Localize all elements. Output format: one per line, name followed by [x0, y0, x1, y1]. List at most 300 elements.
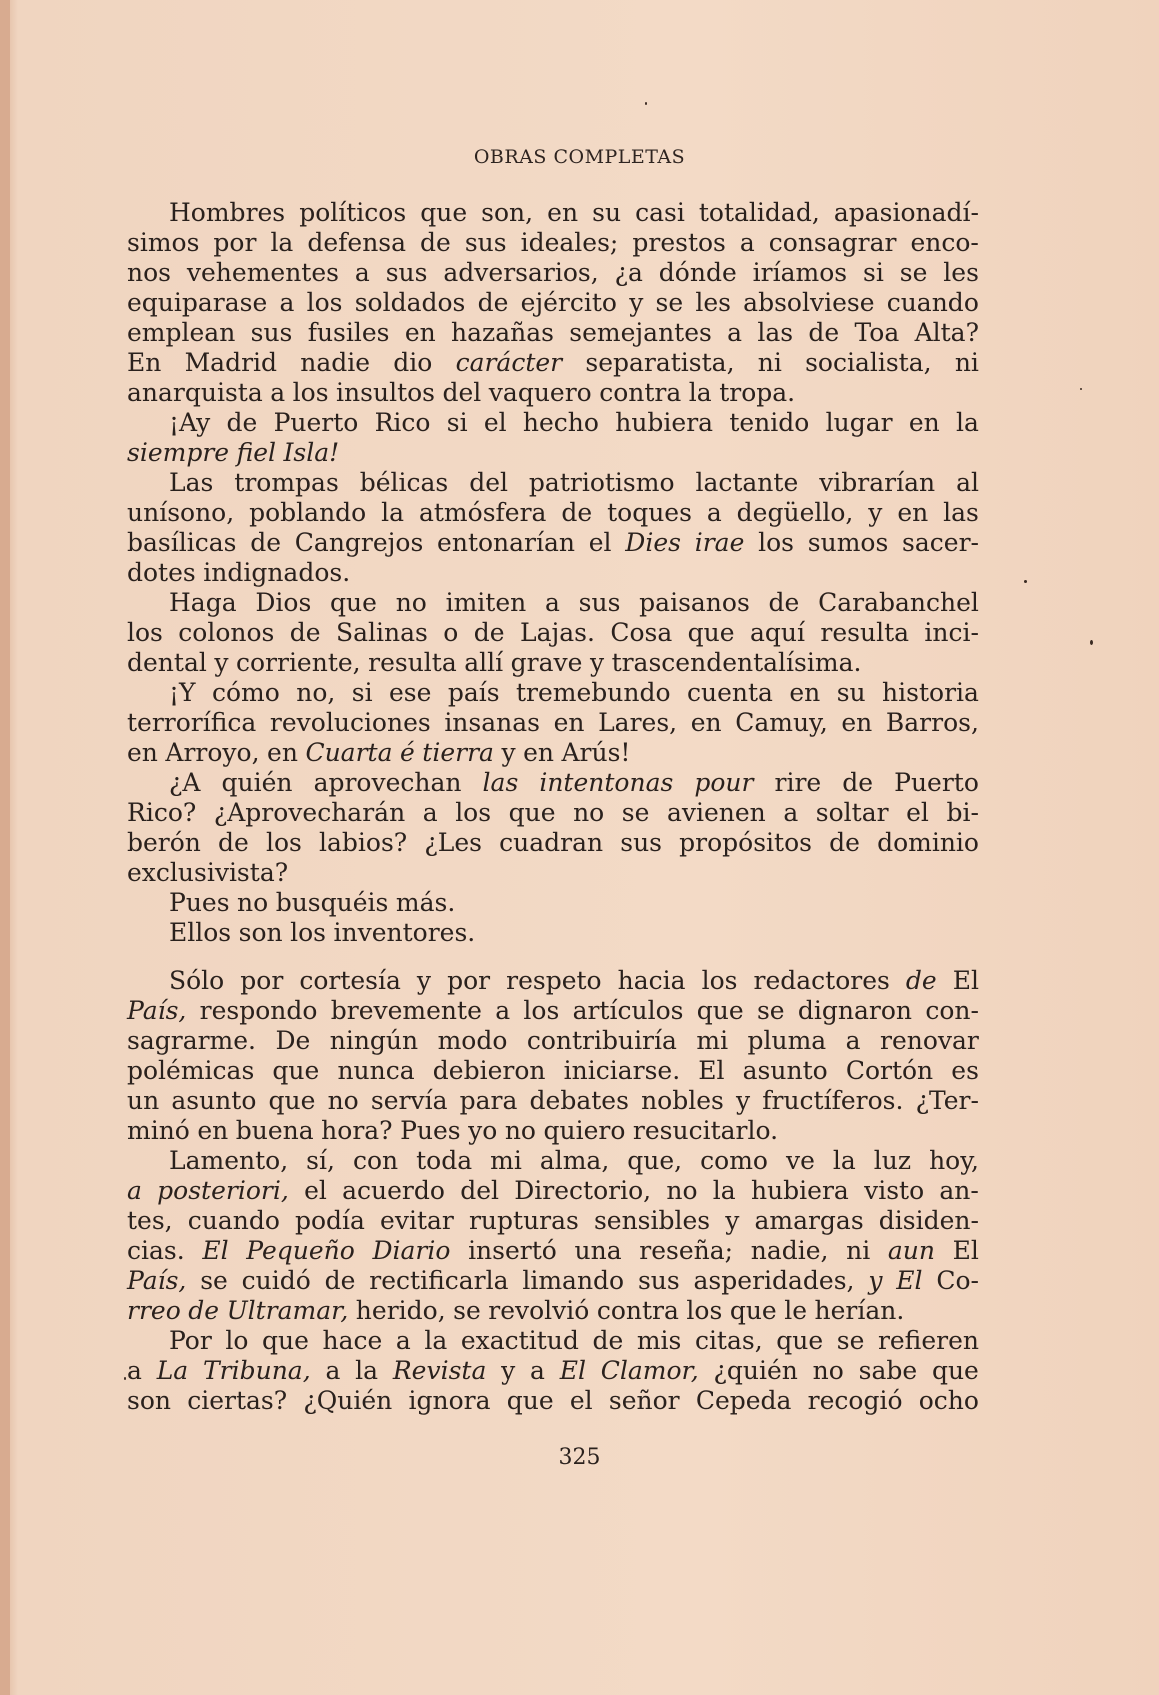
- word: sus: [637, 1266, 680, 1295]
- word: la: [832, 1146, 856, 1175]
- paper-speck: [1080, 388, 1082, 390]
- word: rreo: [127, 1296, 181, 1325]
- text-line: [127, 558, 979, 588]
- text-line: [127, 198, 979, 228]
- word: de: [905, 966, 937, 995]
- word: Ellos: [169, 918, 232, 947]
- word: si: [351, 678, 373, 707]
- word: a: [395, 1326, 411, 1355]
- text-line: [127, 708, 979, 738]
- word: en: [897, 498, 929, 527]
- word: del: [469, 468, 508, 497]
- word: en: [404, 318, 436, 347]
- word: rupturas: [468, 1206, 579, 1235]
- word: de: [218, 828, 249, 857]
- word: ese: [389, 678, 432, 707]
- text-line: [127, 1146, 979, 1176]
- paper-speck: [645, 102, 647, 105]
- word: del: [460, 1176, 499, 1205]
- paper-speck: [124, 1377, 126, 1380]
- word: berón: [127, 828, 201, 857]
- word: En: [127, 348, 162, 377]
- text-line: [127, 798, 979, 828]
- text-line: [127, 1026, 979, 1056]
- word: ideales;: [520, 228, 619, 257]
- word: ningún: [329, 1026, 419, 1055]
- word: se: [756, 996, 785, 1025]
- word: el: [588, 528, 612, 557]
- word: como: [700, 1146, 768, 1175]
- word: más.: [395, 888, 456, 917]
- paper-speck: [1024, 580, 1027, 583]
- text-line: [127, 1356, 979, 1386]
- word: es: [951, 1056, 979, 1085]
- word: sus: [578, 588, 621, 617]
- word: aquí: [749, 618, 805, 647]
- word: en: [523, 738, 554, 767]
- word: El: [202, 1236, 229, 1265]
- word: busquéis: [275, 888, 389, 917]
- word: la: [956, 408, 979, 437]
- word: luz: [873, 1146, 912, 1175]
- word: inci-: [924, 618, 979, 647]
- word: a: [845, 1026, 861, 1055]
- word: de: [289, 618, 321, 647]
- page-number: 325: [558, 1445, 601, 1470]
- word: son: [238, 918, 283, 947]
- word: Pues: [400, 1116, 461, 1145]
- word: tropa.: [719, 378, 796, 407]
- word: Cuarta: [305, 738, 393, 767]
- word: que: [776, 1326, 824, 1355]
- word: Revista: [392, 1356, 487, 1385]
- word: Puerto: [894, 768, 979, 797]
- text-line: [127, 1326, 979, 1356]
- word: enco-: [910, 228, 979, 257]
- word: Dios: [255, 588, 312, 617]
- word: que: [272, 1056, 320, 1085]
- word: o: [443, 618, 459, 647]
- text-line: [127, 1236, 979, 1266]
- text-line: [127, 288, 979, 318]
- text-line: [127, 438, 979, 468]
- word: pour: [694, 768, 754, 797]
- word: de: [561, 498, 593, 527]
- word: Por: [169, 1326, 212, 1355]
- word: su: [592, 198, 622, 227]
- word: hace: [322, 1326, 383, 1355]
- word: hora?: [321, 1116, 393, 1145]
- word: Sólo: [169, 966, 225, 995]
- word: el: [569, 1386, 593, 1415]
- word: aprovechan: [313, 768, 462, 797]
- word: allí: [464, 648, 504, 677]
- word: asperidades,: [693, 1266, 855, 1295]
- text-line: [127, 618, 979, 648]
- word: indignados.: [203, 558, 351, 587]
- word: historia: [882, 678, 979, 707]
- paper-speck: [1090, 640, 1093, 645]
- word: Lajas.: [519, 618, 595, 647]
- word: Pequeño: [246, 1236, 355, 1265]
- word: a: [279, 288, 295, 317]
- word: se: [200, 1266, 228, 1295]
- word: simos: [127, 228, 200, 257]
- word: y: [629, 288, 644, 317]
- word: cuando: [886, 288, 979, 317]
- word: con-: [925, 996, 979, 1025]
- word: ¿Les: [424, 828, 482, 857]
- word: ni: [954, 348, 979, 377]
- word: los: [758, 528, 795, 557]
- word: si: [863, 258, 884, 287]
- word: ¡Ay: [169, 408, 211, 437]
- word: ejército: [520, 288, 617, 317]
- word: defensa: [307, 228, 407, 257]
- word: propósitos: [679, 828, 812, 857]
- word: degüello,: [736, 498, 854, 527]
- word: contra: [596, 1296, 679, 1325]
- word: atmósfera: [418, 498, 547, 527]
- word: Carabanchel: [818, 588, 979, 617]
- word: Isla!: [283, 438, 340, 467]
- word: servía: [370, 1086, 448, 1115]
- word: Toa: [854, 318, 900, 347]
- text-line: [127, 1386, 979, 1416]
- word: con: [352, 1146, 399, 1175]
- word: aun: [887, 1236, 936, 1265]
- word: Pues: [169, 888, 230, 917]
- word: sagrarme.: [127, 1026, 256, 1055]
- word: ignora: [408, 1386, 491, 1415]
- word: rire: [774, 768, 822, 797]
- word: dominio: [877, 828, 979, 857]
- word: fructíferos.: [762, 1086, 904, 1115]
- text-line: [127, 258, 979, 288]
- word: ve: [785, 1146, 815, 1175]
- word: trompas: [234, 468, 339, 497]
- text-line: [127, 738, 979, 768]
- word: hoy,: [929, 1146, 979, 1175]
- word: los: [686, 1296, 723, 1325]
- word: a: [739, 228, 755, 257]
- word: cortesía: [299, 966, 401, 995]
- word: adversarios,: [443, 258, 599, 287]
- word: intentonas: [539, 768, 674, 797]
- word: de: [592, 1326, 624, 1355]
- word: por: [447, 966, 491, 995]
- word: se: [836, 1326, 865, 1355]
- word: respeto: [506, 966, 602, 995]
- word: en: [553, 708, 585, 737]
- word: refieren: [877, 1326, 979, 1355]
- word: el: [906, 798, 929, 827]
- word: ¿A: [169, 768, 201, 797]
- word: iríamos: [752, 258, 848, 287]
- word: Cosa: [610, 618, 673, 647]
- word: totalidad,: [698, 198, 820, 227]
- word: soldados: [354, 288, 466, 317]
- running-head: OBRAS COMPLETAS: [473, 146, 686, 168]
- word: minó: [127, 1116, 190, 1145]
- word: la: [270, 228, 294, 257]
- word: El: [952, 1236, 979, 1265]
- word: quiero: [543, 1116, 626, 1145]
- word: Camuy,: [735, 708, 828, 737]
- text-line: [127, 1056, 979, 1086]
- text-line: [127, 648, 979, 678]
- word: resulta: [820, 618, 910, 647]
- word: disiden-: [878, 1206, 979, 1235]
- word: y: [868, 498, 883, 527]
- word: los: [290, 918, 326, 947]
- word: el: [304, 1176, 327, 1205]
- word: insultos: [336, 378, 435, 407]
- text-line: [127, 348, 979, 378]
- word: que: [506, 1386, 554, 1415]
- word: de: [808, 318, 840, 347]
- text-line: [127, 996, 979, 1026]
- word: podía: [294, 1206, 365, 1235]
- word: para: [459, 1086, 518, 1115]
- word: colonos: [178, 618, 275, 647]
- word: imiten: [445, 588, 527, 617]
- word: equiparase: [127, 288, 268, 317]
- word: no: [327, 1086, 359, 1115]
- word: yo: [468, 1116, 498, 1145]
- word: exclusivista?: [127, 858, 289, 887]
- word: hecho: [522, 408, 599, 437]
- word: en: [789, 678, 821, 707]
- word: que: [931, 1356, 979, 1385]
- text-line: [127, 1206, 979, 1236]
- word: a: [495, 996, 511, 1025]
- word: inventores.: [333, 918, 476, 947]
- text-line: [127, 918, 979, 948]
- word: en: [690, 708, 722, 737]
- word: el: [483, 408, 507, 437]
- word: de: [250, 528, 282, 557]
- word: lactante: [695, 468, 799, 497]
- word: Haga: [169, 588, 237, 617]
- text-line: [127, 828, 979, 858]
- word: ni: [757, 348, 782, 377]
- word: revolvió: [488, 1296, 590, 1325]
- word: no,: [296, 678, 336, 707]
- word: De: [275, 1026, 311, 1055]
- word: ciertas?: [187, 1386, 288, 1415]
- word: de: [768, 588, 800, 617]
- word: vibrarían: [819, 468, 936, 497]
- word: lo: [225, 1326, 249, 1355]
- word: y: [416, 966, 432, 995]
- word: sabe: [858, 1356, 918, 1385]
- text-line: [127, 1086, 979, 1116]
- word: sí,: [306, 1146, 335, 1175]
- word: carácter: [455, 348, 563, 377]
- word: lugar: [825, 408, 893, 437]
- word: cuadran: [499, 828, 604, 857]
- word: La: [156, 1356, 189, 1385]
- word: y: [589, 648, 605, 677]
- word: los: [127, 618, 163, 647]
- word: redactores: [753, 966, 890, 995]
- text-line: [127, 858, 979, 888]
- word: Co-: [936, 1266, 979, 1295]
- word: patriotismo: [528, 468, 675, 497]
- word: País,: [127, 996, 187, 1025]
- word: que: [508, 798, 556, 827]
- word: separatista,: [585, 348, 735, 377]
- word: Puerto: [273, 408, 359, 437]
- word: la: [688, 378, 712, 407]
- word: un: [127, 1086, 160, 1115]
- word: los: [523, 996, 560, 1025]
- word: cuando: [187, 1206, 280, 1235]
- word: las: [943, 498, 979, 527]
- word: debieron: [432, 1056, 546, 1085]
- word: resulta: [368, 648, 457, 677]
- word: Lamento,: [169, 1146, 289, 1175]
- word: Rico?: [127, 798, 197, 827]
- word: buena: [235, 1116, 314, 1145]
- text-line: [127, 408, 979, 438]
- word: herían.: [814, 1296, 905, 1325]
- word: ¿quién: [713, 1356, 798, 1385]
- word: Ultramar,: [226, 1296, 349, 1325]
- word: modo: [437, 1026, 508, 1055]
- word: y: [501, 738, 516, 767]
- word: artículos: [572, 996, 684, 1025]
- word: les: [943, 258, 979, 287]
- word: exactitud: [460, 1326, 579, 1355]
- word: si: [446, 408, 468, 437]
- word: irae: [694, 528, 745, 557]
- word: ¿Aprovecharán: [213, 798, 406, 827]
- text-line: [127, 1266, 979, 1296]
- word: visto: [864, 1176, 925, 1205]
- word: contra: [599, 378, 682, 407]
- word: país: [447, 678, 500, 707]
- word: nos: [127, 258, 171, 287]
- word: y: [501, 1356, 516, 1385]
- word: Rico: [374, 408, 431, 437]
- word: insanas: [444, 708, 540, 737]
- word: reseña;: [639, 1236, 734, 1265]
- word: las: [757, 318, 794, 347]
- text-line: [127, 1116, 979, 1146]
- word: sus: [385, 258, 428, 287]
- word: de: [842, 768, 874, 797]
- word: terrorífica: [127, 708, 257, 737]
- word: mi: [490, 1146, 522, 1175]
- word: la: [712, 1176, 736, 1205]
- word: renovar: [880, 1026, 979, 1055]
- word: a: [354, 258, 370, 287]
- word: siempre: [127, 438, 230, 467]
- word: Arroyo,: [165, 738, 260, 767]
- word: las: [482, 768, 519, 797]
- word: Lares,: [598, 708, 678, 737]
- word: hacia: [617, 966, 686, 995]
- word: debates: [529, 1086, 629, 1115]
- text-line: [127, 678, 979, 708]
- word: sumos: [807, 528, 889, 557]
- word: a: [325, 1356, 341, 1385]
- word: avienen: [666, 798, 766, 827]
- word: Directorio,: [514, 1176, 652, 1205]
- word: respondo: [199, 996, 318, 1025]
- word: fusiles: [307, 318, 390, 347]
- word: a: [127, 1176, 142, 1205]
- text-line: [127, 588, 979, 618]
- word: nobles: [641, 1086, 724, 1115]
- word: ¿Quién: [303, 1386, 393, 1415]
- word: amargas: [754, 1206, 864, 1235]
- word: Cepeda: [695, 1386, 792, 1415]
- word: que: [262, 1326, 309, 1355]
- word: apasionadí-: [833, 198, 979, 227]
- text-line: [127, 468, 979, 498]
- word: dotes: [127, 558, 196, 587]
- word: por: [240, 966, 284, 995]
- word: que: [696, 996, 744, 1025]
- word: los: [292, 378, 329, 407]
- word: en: [547, 198, 579, 227]
- word: que: [729, 1296, 777, 1325]
- text-line: [127, 1176, 979, 1206]
- word: que: [268, 1086, 316, 1115]
- word: al: [956, 468, 979, 497]
- word: ocho: [918, 1386, 979, 1415]
- word: posteriori,: [157, 1176, 289, 1205]
- word: y: [214, 648, 229, 677]
- word: cómo: [211, 678, 280, 707]
- word: en: [127, 738, 158, 767]
- word: tenido: [729, 408, 810, 437]
- word: absolviese: [743, 288, 875, 317]
- word: nunca: [337, 1056, 415, 1085]
- word: de: [226, 408, 258, 437]
- word: ¿a: [614, 258, 643, 287]
- word: contribuiría: [526, 1026, 677, 1055]
- word: basílicas: [127, 528, 237, 557]
- word: toda: [416, 1146, 473, 1175]
- word: paisanos: [639, 588, 750, 617]
- word: se: [655, 288, 684, 317]
- word: corriente,: [235, 648, 361, 677]
- word: Las: [169, 468, 214, 497]
- word: prestos: [632, 228, 726, 257]
- word: por: [213, 228, 257, 257]
- word: de: [420, 228, 451, 257]
- word: señor: [608, 1386, 680, 1415]
- word: dental: [127, 648, 207, 677]
- word: El: [896, 1266, 923, 1295]
- word: Madrid: [184, 348, 278, 377]
- word: alma,: [539, 1146, 610, 1175]
- body-text: [127, 198, 979, 1416]
- word: del: [442, 378, 482, 407]
- word: dignaron: [797, 996, 913, 1025]
- word: rectificarla: [369, 1266, 509, 1295]
- word: Alta?: [914, 318, 979, 347]
- word: no: [573, 798, 605, 827]
- word: una: [574, 1236, 622, 1265]
- page-binding-edge: [0, 0, 10, 1695]
- word: fiel: [236, 438, 277, 467]
- word: a: [127, 1356, 142, 1385]
